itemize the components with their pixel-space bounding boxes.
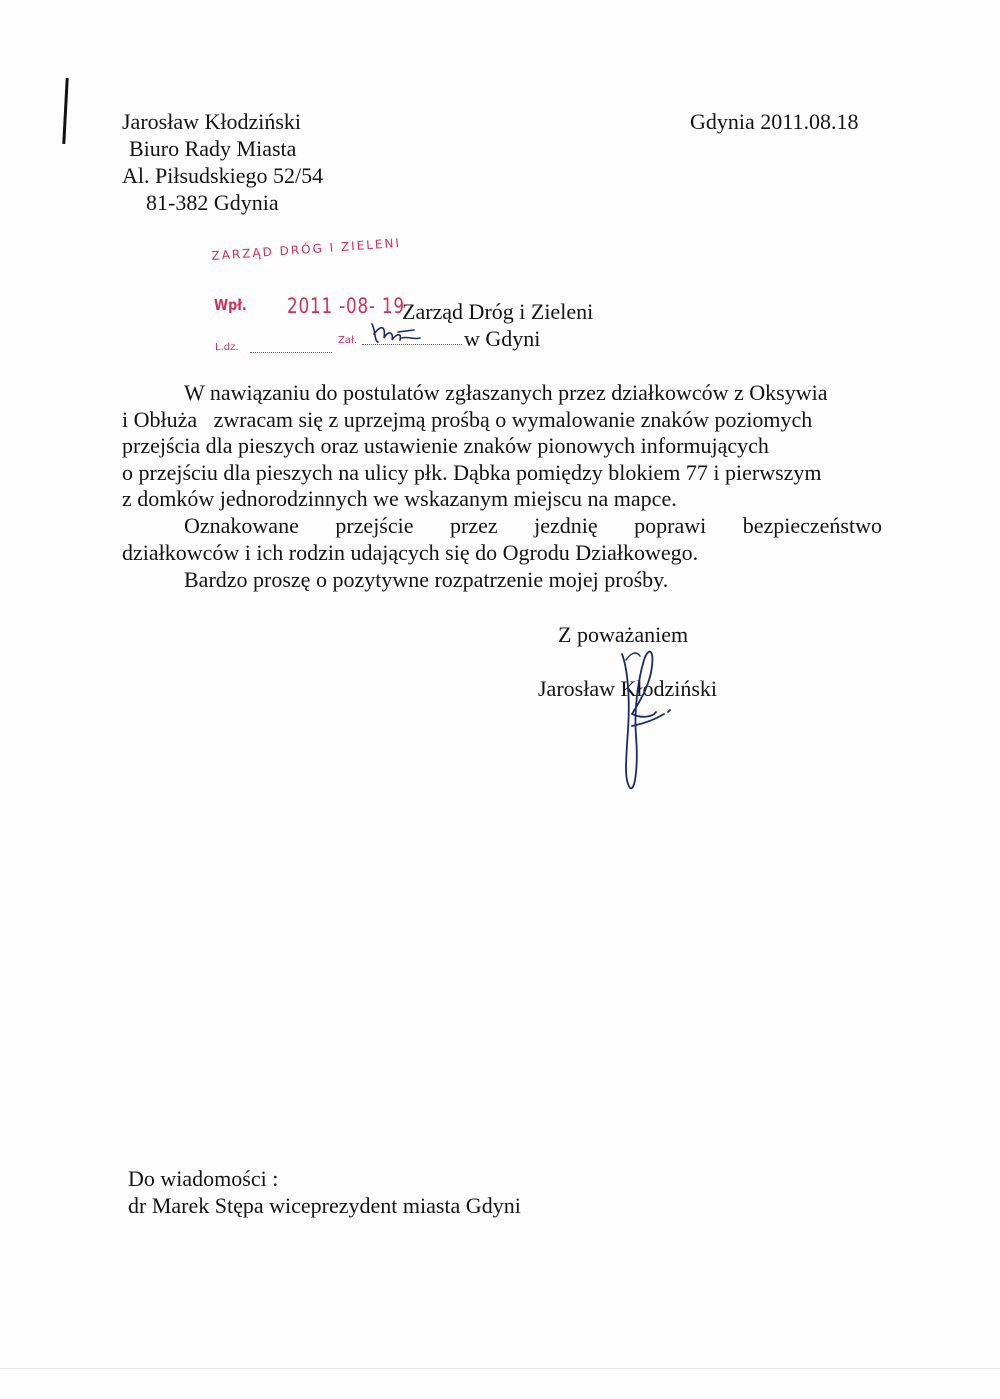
body-paragraph-2 (122, 513, 882, 566)
stamp-ldz-label: L.dz. (215, 342, 239, 353)
sender-street: Al. Piłsudskiego 52/54 (122, 163, 324, 188)
body-p2-line-2: działkowców i ich rodzin udających się do Ogrodu Działkowego. (122, 539, 699, 565)
sender-office: Biuro Rady Miasta (129, 136, 297, 161)
body-p1-line-4: o przejściu dla pieszych na ulicy płk. Dąbka pomiędzy blokiem 77 i pierwszym (122, 459, 822, 485)
stamp-ldz-dots (250, 352, 332, 353)
body-paragraph-3 (122, 567, 882, 594)
closing-name: Jarosław Kłodziński (538, 676, 718, 701)
body-p1-line-1: W nawiązaniu do postulatów zgłaszanych przez działkowców z Oksywia (184, 380, 828, 405)
body-paragraph-1 (122, 380, 882, 513)
margin-mark (62, 78, 68, 144)
stamp-date: 2011 -08- 19 (287, 294, 405, 318)
cc-recipient: dr Marek Stępa wiceprezydent miasta Gdyni (128, 1193, 521, 1218)
closing-salutation: Z poważaniem (558, 622, 689, 647)
body-p1-line-5: z domków jednorodzinnych we wskazanym miejscu na mapce. (122, 486, 677, 511)
body-p1-line-3: przejścia dla pieszych oraz ustawienie znaków pionowych informujących (122, 433, 769, 458)
handwritten-signature-icon (608, 640, 688, 800)
stamp-received-label: Wpł. (214, 296, 247, 314)
stamp-title: ZARZĄD DRÓG I ZIELENI (211, 235, 402, 263)
recipient-line-1: Zarząd Dróg i Zieleni (402, 299, 594, 324)
sender-city: 81-382 Gdynia (146, 190, 279, 215)
cc-label: Do wiadomości : (128, 1166, 279, 1191)
date-line: Gdynia 2011.08.18 (690, 109, 859, 134)
sender-name: Jarosław Kłodziński (122, 109, 302, 134)
body-p1-line-2: i Obłuża zwracam się z uprzejmą prośbą o wymalowanie znaków poziomych (122, 406, 813, 432)
scan-edge-line (0, 1368, 1000, 1369)
stamp-zal-label: Zał. (338, 335, 357, 346)
body-p2-line-1: Oznakowane przejście przez jezdnię poprawi bezpieczeństwo (184, 513, 882, 538)
body-p3-line-1: Bardzo proszę o pozytywne rozpatrzenie mojej prośby. (184, 567, 669, 592)
recipient-line-2: w Gdyni (464, 326, 541, 351)
